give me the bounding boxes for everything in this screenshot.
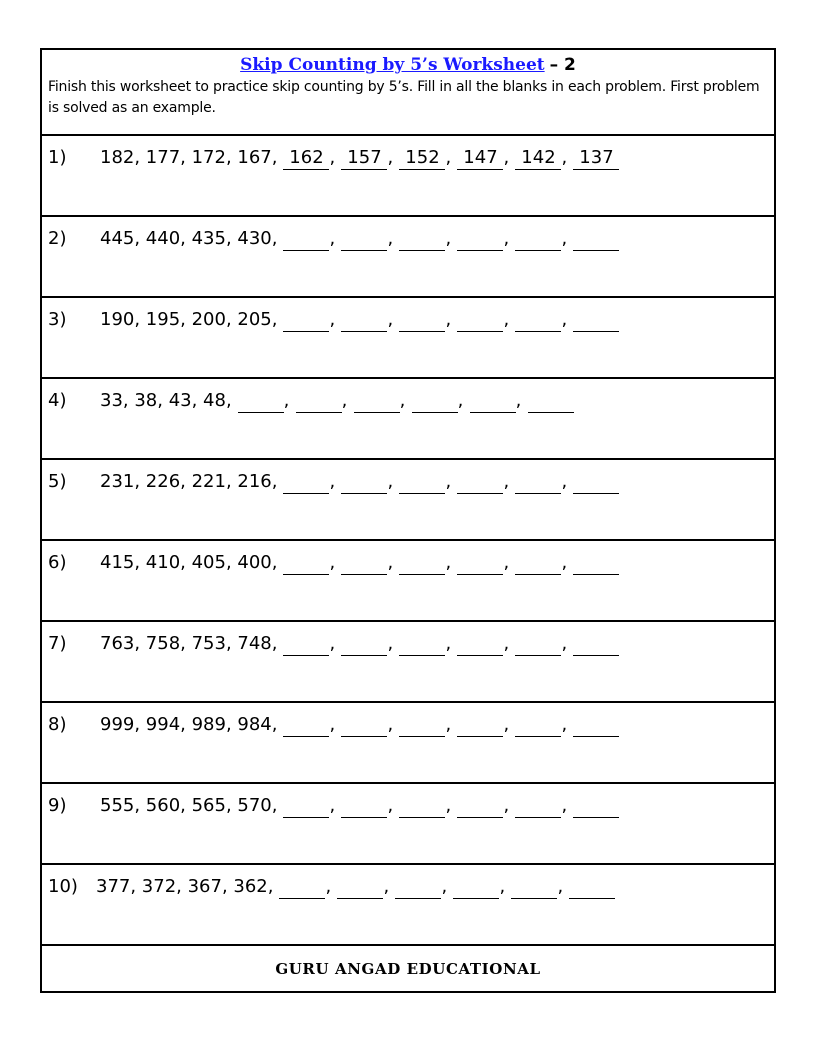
footer-brand: GURU ANGAD EDUCATIONAL <box>275 959 541 978</box>
separator-comma: , <box>383 876 390 897</box>
problem-number: 7) <box>48 633 67 654</box>
answer-blank[interactable] <box>283 714 329 737</box>
answer-blank[interactable] <box>341 633 387 656</box>
problem-content <box>48 226 619 252</box>
given-sequence: 377, 372, 367, 362, <box>96 876 274 897</box>
answer-blank[interactable] <box>457 552 503 575</box>
given-sequence: 33, 38, 43, 48, <box>100 390 232 411</box>
answer-blank[interactable] <box>341 795 387 818</box>
separator-comma: , <box>445 309 452 330</box>
answer-blank[interactable] <box>341 471 387 494</box>
separator-comma: , <box>515 390 522 411</box>
answer-blank[interactable] <box>337 876 383 899</box>
answer-blank[interactable] <box>573 228 619 251</box>
title-link[interactable]: Skip Counting by 5’s Worksheet <box>240 55 545 75</box>
separator-comma: , <box>387 795 394 816</box>
problem-content <box>48 469 619 495</box>
answer-blank[interactable] <box>399 633 445 656</box>
separator-comma: , <box>387 714 394 735</box>
worksheet-header <box>42 50 774 136</box>
given-sequence: 190, 195, 200, 205, <box>100 309 278 330</box>
answer-blank[interactable] <box>354 390 400 413</box>
separator-comma: , <box>387 633 394 654</box>
separator-comma: , <box>329 309 336 330</box>
answer-blank[interactable] <box>528 390 574 413</box>
answer-blank[interactable] <box>515 471 561 494</box>
answer-blank[interactable] <box>511 876 557 899</box>
answer-blank[interactable] <box>573 471 619 494</box>
answer-blank[interactable] <box>341 714 387 737</box>
separator-comma: , <box>283 390 290 411</box>
separator-comma: , <box>561 552 568 573</box>
problem-number: 9) <box>48 795 67 816</box>
separator-comma: , <box>329 795 336 816</box>
problem-content <box>48 307 619 333</box>
separator-comma: , <box>557 876 564 897</box>
answer-blank[interactable] <box>296 390 342 413</box>
separator-comma: , <box>445 228 452 249</box>
separator-comma: , <box>445 471 452 492</box>
given-sequence: 999, 994, 989, 984, <box>100 714 278 735</box>
separator-comma: , <box>561 714 568 735</box>
problem-row <box>42 460 774 541</box>
answer-blank[interactable] <box>515 795 561 818</box>
answer-blank[interactable] <box>283 633 329 656</box>
problem-row <box>42 217 774 298</box>
problem-content <box>48 793 619 819</box>
answer-blank[interactable] <box>457 228 503 251</box>
separator-comma: , <box>503 795 510 816</box>
separator-comma: , <box>503 471 510 492</box>
answer-blank[interactable]: 137 <box>573 147 619 170</box>
separator-comma: , <box>387 552 394 573</box>
separator-comma: , <box>457 390 464 411</box>
separator-comma: , <box>329 552 336 573</box>
answer-blank[interactable] <box>515 633 561 656</box>
answer-blank[interactable]: 147 <box>457 147 503 170</box>
separator-comma: , <box>503 147 510 168</box>
answer-blank[interactable] <box>283 228 329 251</box>
separator-comma: , <box>561 228 568 249</box>
separator-comma: , <box>503 714 510 735</box>
problem-content <box>48 631 619 657</box>
answer-blank[interactable] <box>573 714 619 737</box>
answer-blank[interactable] <box>457 633 503 656</box>
answer-blank[interactable] <box>515 309 561 332</box>
answer-blank[interactable] <box>399 471 445 494</box>
problem-number: 4) <box>48 390 67 411</box>
answer-blank[interactable] <box>341 552 387 575</box>
problem-row <box>42 784 774 865</box>
answer-blank[interactable] <box>279 876 325 899</box>
page-title <box>48 54 768 76</box>
problem-content <box>48 874 615 900</box>
problem-row <box>42 379 774 460</box>
separator-comma: , <box>329 147 336 168</box>
answer-blank[interactable] <box>395 876 441 899</box>
worksheet <box>40 48 776 993</box>
separator-comma: , <box>445 633 452 654</box>
answer-blank[interactable]: 142 <box>515 147 561 170</box>
answer-blank[interactable] <box>515 228 561 251</box>
separator-comma: , <box>561 633 568 654</box>
separator-comma: , <box>503 309 510 330</box>
given-sequence: 231, 226, 221, 216, <box>100 471 278 492</box>
problem-row <box>42 541 774 622</box>
separator-comma: , <box>445 147 452 168</box>
separator-comma: , <box>441 876 448 897</box>
separator-comma: , <box>503 633 510 654</box>
instructions: Finish this worksheet to practice skip counting by 5’s. Fill in all the blanks in each problem. First problem is solved as an example. <box>48 79 760 116</box>
answer-blank[interactable] <box>515 714 561 737</box>
answer-blank[interactable] <box>283 471 329 494</box>
separator-comma: , <box>387 471 394 492</box>
answer-blank[interactable] <box>573 552 619 575</box>
answer-blank[interactable] <box>399 714 445 737</box>
answer-blank[interactable] <box>457 471 503 494</box>
answer-blank[interactable] <box>399 552 445 575</box>
problem-list <box>42 136 774 946</box>
given-sequence: 763, 758, 753, 748, <box>100 633 278 654</box>
separator-comma: , <box>561 471 568 492</box>
separator-comma: , <box>387 228 394 249</box>
given-sequence: 445, 440, 435, 430, <box>100 228 278 249</box>
answer-blank[interactable] <box>283 552 329 575</box>
problem-row <box>42 703 774 784</box>
answer-blank[interactable]: 152 <box>399 147 445 170</box>
given-sequence: 415, 410, 405, 400, <box>100 552 278 573</box>
problem-row <box>42 136 774 217</box>
separator-comma: , <box>329 471 336 492</box>
separator-comma: , <box>399 390 406 411</box>
given-sequence: 555, 560, 565, 570, <box>100 795 278 816</box>
separator-comma: , <box>503 552 510 573</box>
title-suffix: – 2 <box>549 55 576 75</box>
answer-blank[interactable] <box>412 390 458 413</box>
answer-blank[interactable] <box>341 228 387 251</box>
answer-blank[interactable] <box>283 309 329 332</box>
answer-blank[interactable]: 157 <box>341 147 387 170</box>
problem-content <box>48 145 619 171</box>
problem-number: 3) <box>48 309 67 330</box>
answer-blank[interactable] <box>515 552 561 575</box>
separator-comma: , <box>329 633 336 654</box>
answer-blank[interactable] <box>573 309 619 332</box>
separator-comma: , <box>387 147 394 168</box>
separator-comma: , <box>445 714 452 735</box>
separator-comma: , <box>561 309 568 330</box>
answer-blank[interactable] <box>457 309 503 332</box>
answer-blank[interactable] <box>283 795 329 818</box>
answer-blank[interactable] <box>399 309 445 332</box>
answer-blank[interactable] <box>457 795 503 818</box>
separator-comma: , <box>387 309 394 330</box>
problem-number: 5) <box>48 471 67 492</box>
problem-content <box>48 712 619 738</box>
problem-row <box>42 622 774 703</box>
answer-blank[interactable] <box>453 876 499 899</box>
separator-comma: , <box>341 390 348 411</box>
answer-blank[interactable] <box>238 390 284 413</box>
separator-comma: , <box>445 795 452 816</box>
problem-number: 8) <box>48 714 67 735</box>
answer-blank[interactable] <box>457 714 503 737</box>
problem-content <box>48 550 619 576</box>
answer-blank[interactable] <box>573 633 619 656</box>
problem-row <box>42 865 774 946</box>
answer-blank[interactable]: 162 <box>283 147 329 170</box>
answer-blank[interactable] <box>569 876 615 899</box>
answer-blank[interactable] <box>470 390 516 413</box>
separator-comma: , <box>445 552 452 573</box>
answer-blank[interactable] <box>399 795 445 818</box>
problem-row <box>42 298 774 379</box>
problem-number: 2) <box>48 228 67 249</box>
separator-comma: , <box>329 714 336 735</box>
problem-content <box>48 388 574 414</box>
answer-blank[interactable] <box>573 795 619 818</box>
separator-comma: , <box>499 876 506 897</box>
problem-number: 1) <box>48 147 67 168</box>
separator-comma: , <box>561 147 568 168</box>
separator-comma: , <box>561 795 568 816</box>
given-sequence: 182, 177, 172, 167, <box>100 147 278 168</box>
separator-comma: , <box>503 228 510 249</box>
problem-number: 6) <box>48 552 67 573</box>
answer-blank[interactable] <box>399 228 445 251</box>
separator-comma: , <box>325 876 332 897</box>
answer-blank[interactable] <box>341 309 387 332</box>
problem-number: 10) <box>48 876 78 897</box>
separator-comma: , <box>329 228 336 249</box>
